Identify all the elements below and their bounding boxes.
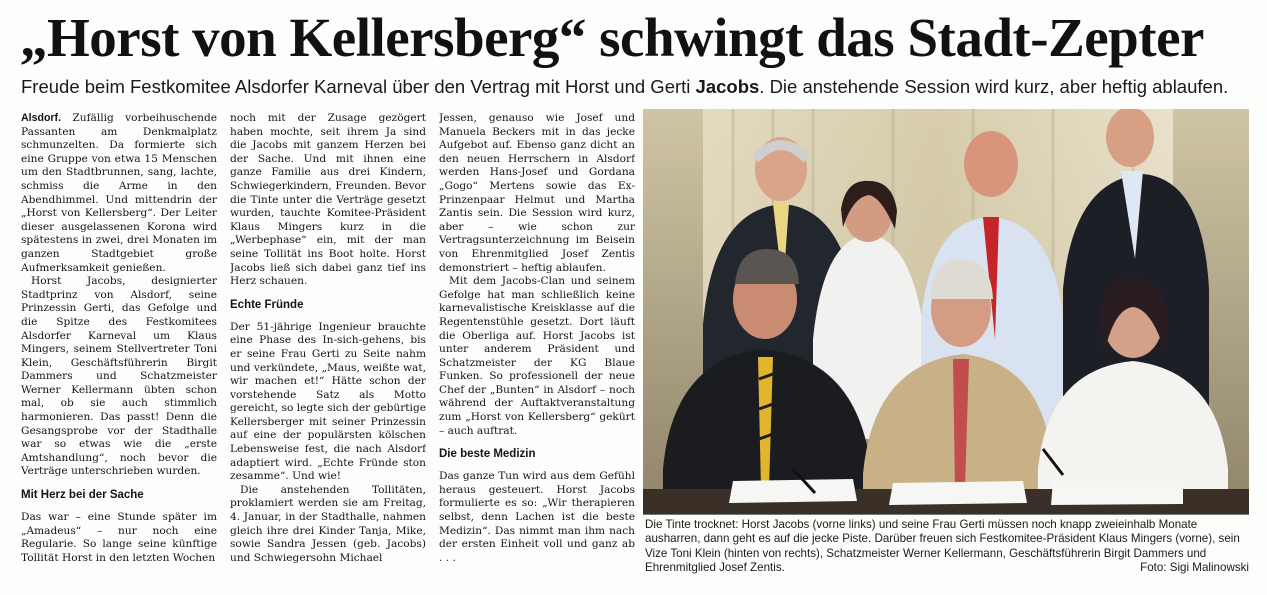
photo-caption: Die Tinte trocknet: Horst Jacobs (vorne links) und seine Frau Gerti müssen noch knapp zweieinhalb Monate ausharren, dann geht es auf die jecke Piste. Darüber freuen sich Festkomitee-Präsident Klaus Mingers (vorne), sein Vize Toni Klein (hinten von rechts), Schatzmeister Werner Kellermann, Geschäftsführerin Birgit Dammers und Ehrenmitglied Josef Zentis. [645,518,1240,575]
photo-credit: Foto: Sigi Malinowski [1140,561,1249,574]
paragraph: Jessen, genauso wie Josef und Manuela Beckers mit in das jecke Aufgebot auf. Ebenso ganz dicht an den neuen Herrschern in Alsdorf werden Hans-Josef und Gordana „Gogo“ Mertens sowie das Ex-Prinzenpaar Helmut und Martha Zantis sein. Die Session wird kurz, aber – wie schon zur Vertragsunterzeichnung im Beisein von Ehrenmitglied Josef Zentis demonstriert – heftig ablaufen. [439,112,635,274]
photo-illustration [643,109,1249,514]
subline-tail: . Die anstehende Session wird kurz, aber heftig ablaufen. [759,76,1229,97]
paragraph: Das war – eine Stunde später im „Amadeus“ – nur noch eine Regularie. So lange seine künftige Tollität Horst in den letzten Wochen [21,511,217,564]
paragraph: Mit dem Jacobs-Clan und seinem Gefolge hat man schließlich keine karnevalistische Kreisklasse auf die Regentenstühle gesetzt. Dort läuft die Oberliga auf. Horst Jacobs ist unter anderem Präsident und Schatzmeister der KG Blaue Funken. So professionell der neue Chef der „Bunten“ in Alsdorf – noch während der Auftaktveranstaltung zum „Horst von Kellersberg“ gekürt – auch auftrat. [439,275,635,437]
subheading: Mit Herz bei der Sache [21,489,144,502]
paragraph [21,112,217,275]
group-photo [643,109,1249,515]
subline-bold-name: Jacobs [695,76,760,97]
paragraph: Das ganze Tun wird aus dem Gefühl heraus gesteuert. Horst Jacobs formulierte es so: „Wir therapieren selbst, denn Lachen ist die beste Medizin“. Das nimmt man ihm nach der ersten Einheit voll und ganz ab . . . [439,470,635,564]
paragraph-text: Zufällig vorbeihuschende Passanten am Denkmalplatz schmunzelten. Da formierte sich eine Gruppe von etwa 15 Menschen um den Stadtbrunnen, sang, lachte, schmiss die Arme in den Abendhimmel. Und mittendrin der „Horst von Kellersberg“. Der Leiter dieser ausgelassenen Korona wird spätestens in zwei, drei Monaten im ganzen Stadtgebiet große Aufmerksamkeit genießen. [21,112,217,274]
article-column-1 [21,112,217,582]
article-column-2 [230,112,426,582]
paragraph: Der 51-jährige Ingenieur brauchte eine Phase des In-sich-gehens, bis er seine Frau Gerti zu Seite nahm und verkündete, „Maus, weißte wat, wir machen et!“ Hätte schon der vorstehende Satz als Motto gereicht, so legte sich der gebürtige Kellersberger mit seiner Prinzessin auf eine der populärsten kölschen Lebensweise fest, die nach Alsdorf adaptiert wird. „Echte Fründe ston zesamme“. Und wie! [230,320,426,483]
subheading: Echte Fründe [230,298,304,311]
paragraph: Horst Jacobs, designierter Stadtprinz von Alsdorf, seine Prinzessin Gerti, das Gefolge und die Spitze des Festkomitees Alsdorfer Karneval um Klaus Mingers, seinem Stellvertreter Toni Klein, Geschäftsführerin Birgit Dammers und Schatzmeister Werner Kellermann übten schon mal, ob sie auch stimmlich harmonieren. Das passt! Denn die Gesangsprobe vor der Stadthalle war so etwas wie die „erste Amtshandlung“, noch bevor die Verträge unterschrieben wurden. [21,275,217,478]
subline [21,76,1261,98]
headline: „Horst von Kellersberg“ schwingt das Stadt-Zepter [20,7,1204,68]
subline-text: Freude beim Festkomitee Alsdorfer Karneval über den Vertrag mit Horst und Gerti [21,76,696,97]
article-column-3 [439,112,635,582]
paragraph: Die anstehenden Tollitäten, proklamiert werden sie am Freitag, 4. Januar, in der Stadthalle, nahmen gleich ihre drei Kinder Tanja, Mike, sowie Sandra Jessen (geb. Jacobs) und Schwiegersohn Michael [230,483,426,564]
dateline: Alsdorf. [21,112,62,124]
paragraph: noch mit der Zusage gezögert haben mochte, seit ihrem Ja sind die Jacobs mit ganzem Herzen bei der Sache. Und mit ihnen eine ganze Familie aus drei Kindern, Schwiegerkindern, Freunden. Bevor die Tinte unter die Verträge gesetzt wurden, tauchte Komitee-Präsident Klaus Mingers kurz in die „Werbephase“ ein, mit der man seine Tollität ins Boot holte. Horst Jacobs ließ sich dabei ganz tief ins Herz schauen. [230,112,426,288]
subheading: Die beste Medizin [439,448,536,461]
